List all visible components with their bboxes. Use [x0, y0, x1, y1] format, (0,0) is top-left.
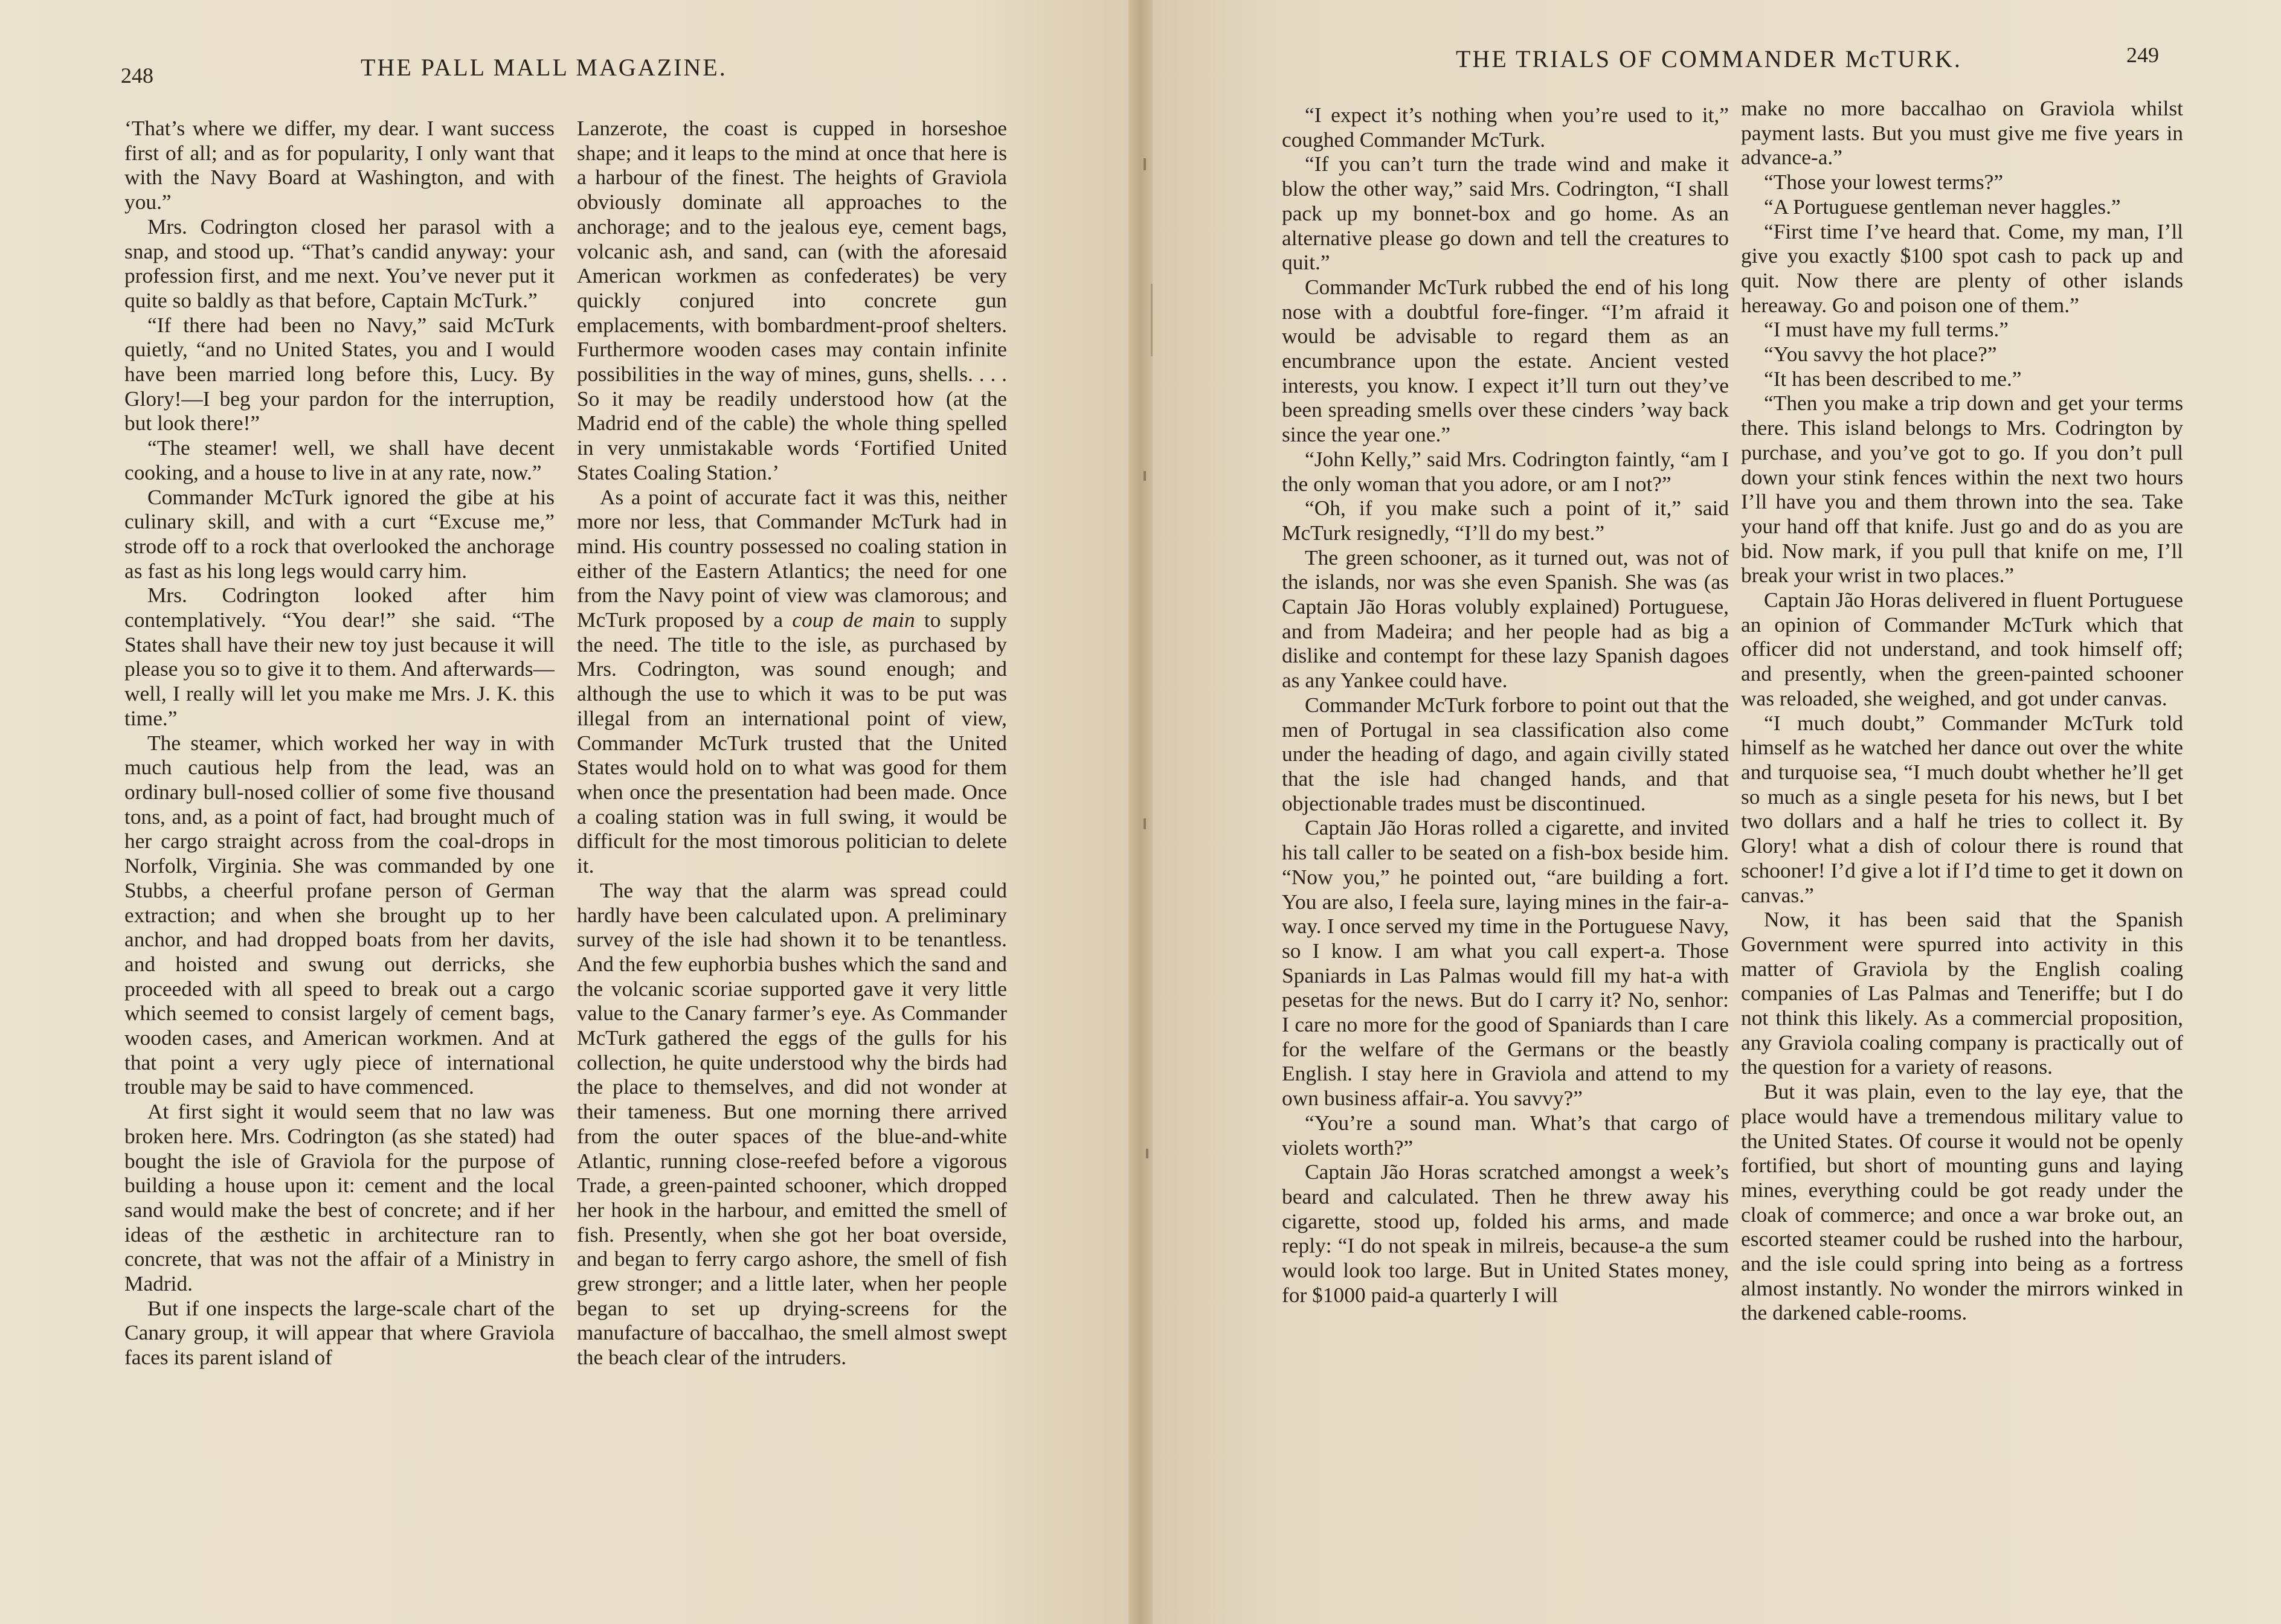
paragraph-text: The steamer, which worked her way in with much cautious help from the lead, was an ordinary bull-nosed collier of some five thousand tons, and, as a point of fact, had brought much of her cargo straight across from the coal-drops in Norfolk, Virginia. She was commanded by one Stubbs, a cheerful profane person of German extraction; and when she brought up to her anchor, and had dropped boats from her davits, and hoisted and swung out derricks, she proceeded with all speed to break out a cargo which seemed to consist largely of cement bags, wooden cases, and American workmen. And at that point a very ugly piece of international trouble may be said to have commenced.: [124, 730, 555, 1099]
paragraph-text: The green schooner, as it turned out, was not of the islands, nor was she even Spanish. She was (as Captain Jão Horas volubly explained) Portuguese, and from Madeira; and her people had as big a dislike and contempt for these lazy Spanish dagoes as any Yankee could have.: [1282, 545, 1729, 693]
paragraph: [1741, 588, 2183, 711]
book-gutter: [1128, 0, 1153, 1624]
paragraph-text: “If there had been no Navy,” said McTurk quietly, “and no United States, you and I would have been married long before this, Lucy. By Glory!—I beg your pardon for the interruption, but look there!”: [124, 312, 555, 435]
binding-thread-mark: [1144, 471, 1146, 481]
paragraph-text: Commander McTurk rubbed the end of his long nose with a doubtful fore-finger. “I’m afraid it would be advisable to regard them as an encumbrance upon the estate. Ancient vested interests, you know. I expect it’ll turn out they’ve been spreading smells over these cinders ’way back since the year one.”: [1282, 274, 1729, 447]
paragraph-text: Commander McTurk forbore to point out that the men of Portugal in sea classification also come under the heading of dago, and again civilly stated that the isle had changed hands, and that objectionable trades must be discontinued.: [1282, 692, 1729, 815]
paragraph-text: “I must have my full terms.”: [1764, 317, 2009, 342]
paragraph: [1282, 447, 1729, 496]
paragraph-text: ‘That’s where we differ, my dear. I want success first of all; and as for popularity, I only want that with the Navy Board at Washington, and with you.”: [124, 116, 555, 214]
paragraph: [1282, 815, 1729, 1110]
paragraph: [124, 1296, 555, 1370]
paragraph: [124, 731, 555, 1100]
paragraph-text: “The steamer! well, we shall have decent cooking, and a house to live in at any rate, now.”: [124, 435, 555, 484]
paragraph: [124, 116, 555, 214]
paragraph-text: The way that the alarm was spread could hardly have been calculated upon. A preliminary survey of the isle had shown it to be tenantless. And the few euphorbia bushes which the sand and the volcanic scoriae supported gave it very little value to the Canary farmer’s eye. As Commander McTurk gathered the eggs of the gulls for his collection, he quite understood why the birds had the place to themselves, and did not wonder at their tameness. But one morning there arrived from the outer spaces of the blue-and-white Atlantic, running close-reefed before a vigorous Trade, a green-painted schooner, which dropped her hook in the harbour, and emitted the smell of fish. Presently, when she got her boat overside, and began to ferry cargo ashore, the smell of fish grew stronger; and a little later, when her people began to set up drying-screens for the manufacture of baccalhao, the smell almost swept the beach clear of the intruders.: [577, 878, 1007, 1370]
paragraph-text: “I much doubt,” Commander McTurk told himself as he watched her dance out over the white and turquoise sea, “I much doubt whether he’ll get so much as a single peseta for his news, but I bet two dollars and a half he tries to collect it. By Glory! what a dish of colour there is round that schooner! I’d give a lot if I’d time to get it down on canvas.”: [1741, 710, 2183, 907]
paragraph: [124, 583, 555, 730]
paragraph: [124, 214, 555, 313]
running-head: THE PALL MALL MAGAZINE.: [361, 54, 727, 81]
paragraph: [1741, 907, 2183, 1079]
paragraph: [1282, 545, 1729, 693]
paragraph-text: But it was plain, even to the lay eye, that the place would have a tremendous military value to the United States. Of course it would not be openly fortified, but short of mounting guns and laying mines, everything could be got ready under the cloak of commerce; and once a war broke out, an escorted steamer could be rushed into the harbour, and the isle could spring into being as a fortress almost instantly. No wonder the mirrors winked in the darkened cable-rooms.: [1741, 1079, 2183, 1325]
running-head: THE TRIALS OF COMMANDER McTURK.: [1456, 45, 1962, 72]
paragraph: [577, 878, 1007, 1370]
paragraph-text: “I expect it’s nothing when you’re used to it,” coughed Commander McTurk.: [1282, 103, 1729, 152]
paragraph-text: “Oh, if you make such a point of it,” said McTurk resignedly, “I’ll do my best.”: [1282, 496, 1729, 545]
paragraph-text: Captain Jão Horas delivered in fluent Portuguese an opinion of Commander McTurk which that officer did not understand, and took himself off; and presently, when the green-painted schooner was reloaded, she weighed, and got under canvas.: [1741, 588, 2183, 710]
paragraph: [1741, 96, 2183, 170]
paragraph: [1741, 342, 2183, 367]
paragraph: [1282, 152, 1729, 275]
paragraph-text: make no more baccalhao on Graviola whilst payment lasts. But you must give me five years in advance-a.”: [1741, 96, 2183, 170]
binding-thread-mark: [1144, 818, 1146, 829]
paragraph-text: As a point of accurate fact it was this, neither more nor less, that Commander McTurk had in mind. His country possessed no coaling station in either of the Eastern Atlantics; the need for one from the Navy point of view was clamorous; and McTurk proposed by a: [577, 484, 1007, 632]
paragraph: [577, 116, 1007, 485]
paragraph: [124, 485, 555, 583]
text-column: [1282, 103, 1729, 1546]
text-column: [1741, 96, 2183, 1539]
binding-thread-mark: [1151, 284, 1153, 356]
paragraph-text: Commander McTurk ignored the gibe at his culinary skill, and with a curt “Excuse me,” strode off to a rock that overlooked the anchorage as fast as his long legs would carry him.: [124, 484, 555, 583]
paragraph: [1282, 275, 1729, 447]
paragraph: [1741, 367, 2183, 391]
paragraph-text: “A Portuguese gentleman never haggles.”: [1764, 194, 2121, 219]
paragraph: [1741, 391, 2183, 588]
paragraph-text: “You’re a sound man. What’s that cargo of violets worth?”: [1282, 1110, 1729, 1160]
page-number: 249: [2126, 43, 2159, 67]
binding-thread-mark: [1146, 1149, 1148, 1158]
paragraph: [124, 1099, 555, 1296]
paragraph-text: But if one inspects the large-scale chart of the Canary group, it will appear that where Graviola faces its parent island of: [124, 1295, 555, 1370]
paragraph-text: “Then you make a trip down and get your terms there. This island belongs to Mrs. Codrington by purchase, and you’ve got to go. If you don’t pull down your stink fences within the next two hours I’ll have you and them thrown into the sea. Take your hand off that knife. Just go and do as you are bid. Now mark, if you pull that knife on me, I’ll break your wrist in two places.”: [1741, 391, 2183, 588]
binding-thread-mark: [1144, 158, 1146, 170]
paragraph: [1282, 496, 1729, 545]
paragraph: [1282, 1111, 1729, 1160]
paragraph: [1282, 693, 1729, 816]
page-number: 248: [121, 63, 153, 88]
paragraph: [124, 313, 555, 436]
paragraph-text: “John Kelly,” said Mrs. Codrington faintly, “am I the only woman that you adore, or am I not?”: [1282, 446, 1729, 496]
paragraph-text: At first sight it would seem that no law was broken here. Mrs. Codrington (as she stated) had bought the isle of Graviola for the purpose of building a house upon it: cement and the local sand would make the best of concrete; and if her ideas of the æsthetic in architecture ran to concrete, that was not the affair of a Ministry in Madrid.: [124, 1099, 555, 1296]
paragraph-text: Mrs. Codrington looked after him contemplatively. “You dear!” she said. “The States shall have their new toy just because it will please you so to give it to them. And afterwards—well, I really will let you make me Mrs. J. K. this time.”: [124, 583, 555, 730]
text-column: [577, 116, 1007, 1559]
paragraph: [1282, 1160, 1729, 1307]
italic-phrase: coup de main: [792, 608, 915, 632]
paragraph: [1741, 1079, 2183, 1325]
paragraph-text: “First time I’ve heard that. Come, my man, I’ll give you exactly $100 spot cash to pack up and quit. Now there are plenty of other islands hereaway. Go and poison one of them.”: [1741, 219, 2183, 317]
paragraph-text: “It has been described to me.”: [1764, 366, 2022, 391]
paragraph: [1741, 317, 2183, 342]
paragraph: [577, 485, 1007, 878]
paragraph-text: Mrs. Codrington closed her parasol with a snap, and stood up. “That’s candid anyway: your profession first, and me next. You’ve never put it quite so baldly as that before, Captain McTurk.”: [124, 214, 555, 312]
paragraph: [1741, 170, 2183, 194]
paragraph-text: “If you can’t turn the trade wind and make it blow the other way,” said Mrs. Codrington, “I shall pack up my bonnet-box and go home. As an alternative please go down and tell the creatures to quit.”: [1282, 152, 1729, 275]
text-column: [124, 116, 555, 1559]
paragraph-text: “You savvy the hot place?”: [1764, 342, 1997, 367]
paragraph-text: “Those your lowest terms?”: [1764, 170, 2004, 194]
paragraph: [1741, 219, 2183, 318]
paragraph-text: Lanzerote, the coast is cupped in horseshoe shape; and it leaps to the mind at once that here is a harbour of the finest. The heights of Graviola obviously dominate all approaches to the anchorage; and to the jealous eye, cement bags, volcanic ash, and sand, can (with the aforesaid American workmen as confederates) be very quickly conjured into concrete gun emplacements, with bombardment-proof shelters. Furthermore wooden cases may contain infinite possibilities in the way of mines, guns, shells. . . . So it may be readily understood how (at the Madrid end of the cable) the whole thing spelled in very unmistakable words ‘Fortified United States Coaling Station.’: [577, 116, 1007, 484]
paragraph: [1741, 711, 2183, 908]
paragraph-text: Captain Jão Horas scratched amongst a week’s beard and calculated. Then he threw away his cigarette, stood up, folded his arms, and made reply: “I do not speak in milreis, because-a the sum would look too large. But in United States money, for $1000 paid-a quarterly I will: [1282, 1160, 1729, 1307]
paragraph: [124, 435, 555, 484]
paragraph-text: Now, it has been said that the Spanish Government were spurred into activity in this matter of Graviola by the English coaling companies of Las Palmas and Teneriffe; but I do not think this likely. As a commercial proposition, any Graviola coaling company is practically out of the question for a variety of reasons.: [1741, 907, 2183, 1079]
paragraph-text: to supply the need. The title to the isle, as purchased by Mrs. Codrington, was sound enough; and although the use to which it was to be put was illegal from an international point of view, Commander McTurk trusted that the United States would hold on to what was good for them when once the presentation had been made. Once a coaling station was in full swing, it would be difficult for the most timorous politician to delete it.: [577, 608, 1007, 878]
paragraph: [1282, 103, 1729, 152]
paragraph-text: Captain Jão Horas rolled a cigarette, and invited his tall caller to be seated on a fish-box beside him. “Now you,” he pointed out, “are building a fort. You are also, I feela sure, laying mines in the fair-a-way. I once served my time in the Portuguese Navy, so I know. I am what you call expert-a. Those Spaniards in Las Palmas would fill my hat-a with pesetas for the news. But do I carry it? No, senhor: I care no more for the good of Spaniards than I care for the welfare of the Germans or the beastly English. I stay here in Graviola and attend to my own business affair-a. You savvy?”: [1282, 815, 1729, 1111]
paragraph: [1741, 194, 2183, 219]
